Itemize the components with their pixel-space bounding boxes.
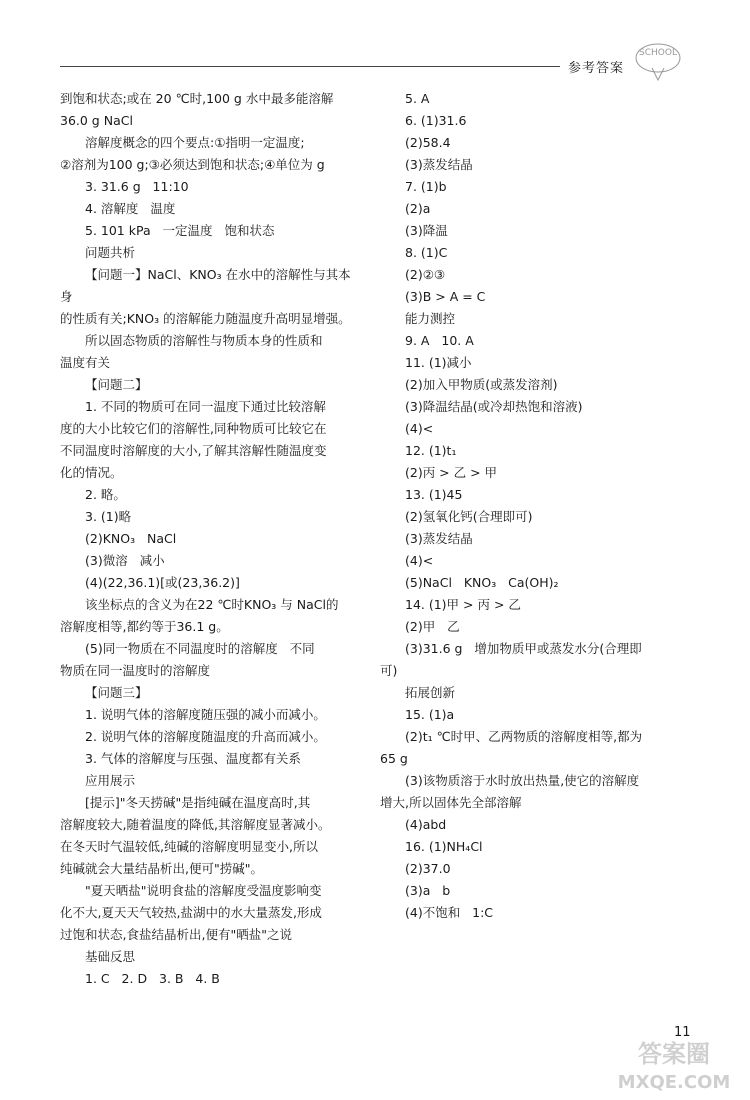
text-line: (2)加入甲物质(或蒸发溶剂)	[405, 377, 558, 392]
text-line: 溶解度较大,随着温度的降低,其溶解度显著减小。	[60, 817, 331, 832]
header-title: 参考答案	[568, 61, 625, 76]
text-line: (3)蒸发结晶	[405, 157, 473, 172]
text-line: (2)58.4	[405, 135, 451, 150]
text-line: (2)甲 乙	[405, 619, 460, 634]
text-line: 溶解度相等,都约等于36.1 g。	[60, 619, 229, 634]
text-line: (5)NaCl KNO₃ Ca(OH)₂	[405, 575, 559, 590]
text-line: 物质在同一温度时的溶解度	[60, 663, 211, 678]
text-line: (3)蒸发结晶	[405, 531, 473, 546]
text-line: (3)该物质溶于水时放出热量,使它的溶解度	[405, 773, 640, 788]
text-line: 3. 31.6 g 11:10	[85, 179, 189, 194]
right-column	[380, 88, 700, 924]
text-line: (3)B > A = C	[405, 289, 486, 304]
section-heading: 【问题三】	[85, 685, 148, 700]
text-line: 9. A 10. A	[405, 333, 474, 348]
text-line: 36.0 g NaCl	[60, 113, 133, 128]
text-line: 不同温度时溶解度的大小,了解其溶解性随温度变	[60, 443, 327, 458]
text-line: (4)(22,36.1)[或(23,36.2)]	[85, 575, 240, 590]
text-line: 5. 101 kPa 一定温度 饱和状态	[85, 223, 275, 238]
text-line: (3)31.6 g 增加物质甲或蒸发水分(合理即	[405, 641, 642, 656]
text-line: 可)	[380, 663, 398, 678]
watermark-logo	[610, 1036, 738, 1096]
section-heading: 拓展创新	[405, 685, 456, 700]
header-rule	[60, 66, 560, 67]
section-heading: 应用展示	[85, 773, 136, 788]
text-line: 6. (1)31.6	[405, 113, 467, 128]
text-line: 2. 略。	[85, 487, 126, 502]
logo-text: SCHOOL	[639, 48, 677, 58]
text-line: (2)丙 > 乙 > 甲	[405, 465, 498, 480]
section-heading: 问题共析	[85, 245, 136, 260]
text-line: 温度有关	[60, 355, 111, 370]
text-line: (2)37.0	[405, 861, 451, 876]
text-line: 所以固态物质的溶解性与物质本身的性质和	[85, 333, 323, 348]
text-line: (3)降温	[405, 223, 448, 238]
text-line: (2)t₁ ℃时甲、乙两物质的溶解度相等,都为	[405, 729, 643, 744]
text-line: (4)abd	[405, 817, 447, 832]
text-line: [提示]"冬天捞碱"是指纯碱在温度高时,其	[85, 795, 311, 810]
text-line: 11. (1)减小	[405, 355, 472, 370]
text-line: 度的大小比较它们的溶解性,同种物质可比较它在	[60, 421, 327, 436]
text-line: 14. (1)甲 > 丙 > 乙	[405, 597, 521, 612]
watermark-text: 答案圈	[638, 1040, 710, 1068]
text-line: 5. A	[405, 91, 430, 106]
text-line: (2)a	[405, 201, 431, 216]
text-line: (3)微溶 减小	[85, 553, 165, 568]
text-line: 到饱和状态;或在 20 ℃时,100 g 水中最多能溶解	[60, 91, 334, 106]
section-heading: 基础反思	[85, 949, 136, 964]
page-number: 11	[674, 1025, 691, 1040]
text-line: 1. 说明气体的溶解度随压强的减小而减小。	[85, 707, 326, 722]
text-line: 在冬天时气温较低,纯碱的溶解度明显变小,所以	[60, 839, 318, 854]
text-line: (5)同一物质在不同温度时的溶解度 不同	[85, 641, 315, 656]
text-line: 1. C 2. D 3. B 4. B	[85, 971, 220, 986]
text-line: (2)氢氧化钙(合理即可)	[405, 509, 533, 524]
text-line: 12. (1)t₁	[405, 443, 457, 458]
text-line: 溶解度概念的四个要点:①指明一定温度;	[85, 135, 305, 150]
text-line: 1. 不同的物质可在同一温度下通过比较溶解	[85, 399, 326, 414]
text-line: 2. 说明气体的溶解度随温度的升高而减小。	[85, 729, 326, 744]
text-line: ②溶剂为100 g;③必须达到饱和状态;④单位为 g	[60, 157, 325, 172]
section-heading: 能力测控	[405, 311, 456, 326]
text-line: 4. 溶解度 温度	[85, 201, 176, 216]
text-line: 化的情况。	[60, 465, 123, 480]
text-line: 15. (1)a	[405, 707, 455, 722]
school-logo	[630, 38, 686, 82]
left-column	[60, 88, 360, 990]
text-line: (3)a b	[405, 883, 451, 898]
text-line: 3. (1)略	[85, 509, 132, 524]
text-line: 纯碱就会大量结晶析出,便可"捞碱"。	[60, 861, 263, 876]
text-line: 65 g	[380, 751, 408, 766]
text-line: "夏天晒盐"说明食盐的溶解度受温度影响变	[85, 883, 322, 898]
text-line: 【问题一】NaCl、KNO₃ 在水中的溶解性与其本身	[60, 267, 351, 304]
text-line: (4)<	[405, 553, 434, 568]
text-line: 化不大,夏天天气较热,盐湖中的水大量蒸发,形成	[60, 905, 322, 920]
text-line: (4)不饱和 1:C	[405, 905, 494, 920]
text-line: 8. (1)C	[405, 245, 448, 260]
text-line: (2)②③	[405, 267, 446, 282]
text-line: 13. (1)45	[405, 487, 463, 502]
text-line: (4)<	[405, 421, 434, 436]
text-line: (3)降温结晶(或冷却热饱和溶液)	[405, 399, 583, 414]
text-line: 3. 气体的溶解度与压强、温度都有关系	[85, 751, 301, 766]
text-line: (2)KNO₃ NaCl	[85, 531, 177, 546]
watermark-url: MXQE.COM	[617, 1072, 731, 1093]
section-heading: 【问题二】	[85, 377, 148, 392]
text-line: 的性质有关;KNO₃ 的溶解能力随温度升高明显增强。	[60, 311, 351, 326]
text-line: 增大,所以固体先全部溶解	[380, 795, 522, 810]
text-line: 16. (1)NH₄Cl	[405, 839, 483, 854]
text-line: 7. (1)b	[405, 179, 447, 194]
text-line: 过饱和状态,食盐结晶析出,便有"晒盐"之说	[60, 927, 292, 942]
text-line: 该坐标点的含义为在22 ℃时KNO₃ 与 NaCl的	[85, 597, 339, 612]
